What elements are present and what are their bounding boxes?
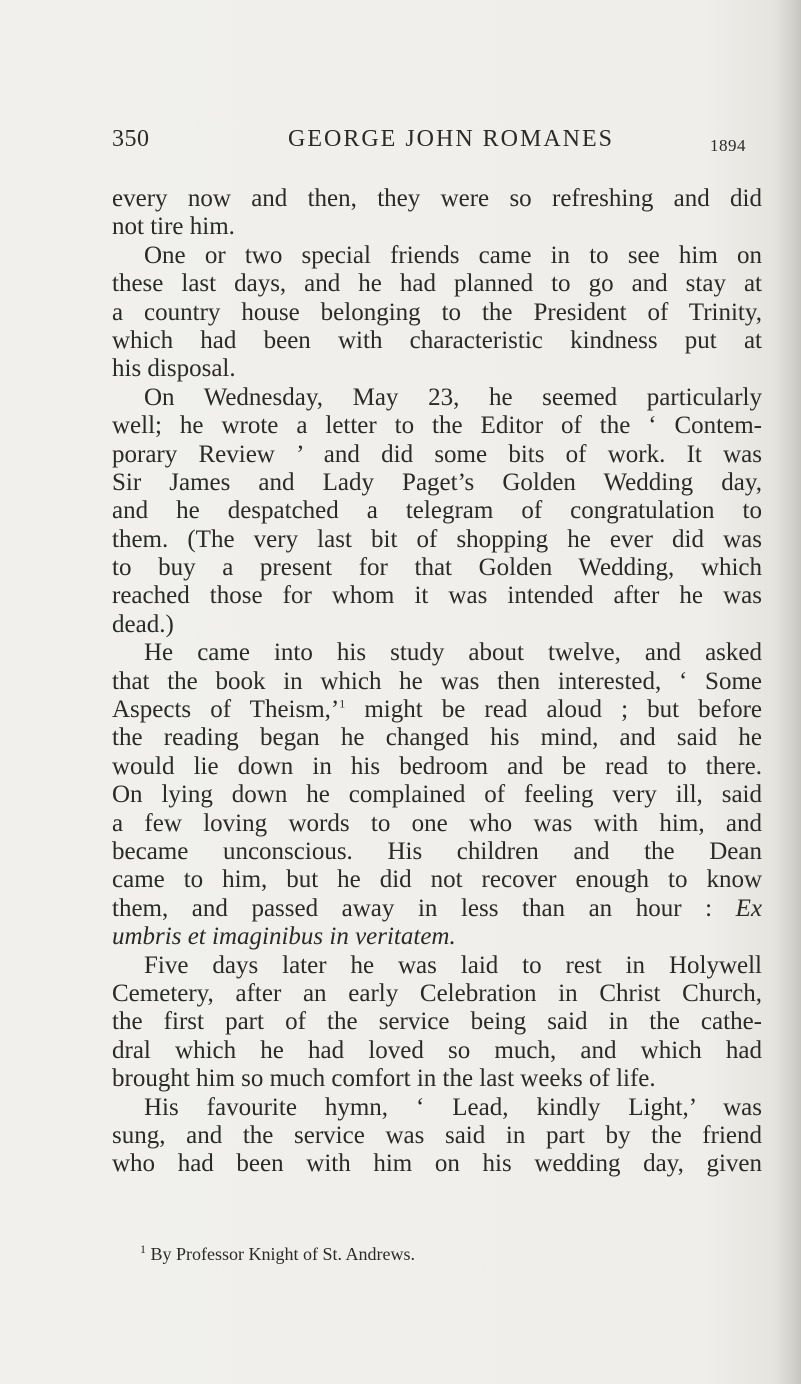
text-line: would lie down in his bedroom and be read to there. — [112, 752, 762, 780]
text-line: On Wednesday, May 23, he seemed particularly — [144, 383, 762, 411]
text-line: brought him so much comfort in the last weeks of life. — [112, 1065, 656, 1093]
text-line: reached those for whom it was intended after he was — [112, 582, 762, 610]
text-line — [112, 696, 762, 724]
text-line: them. (The very last bit of shopping he ever did was — [112, 525, 762, 553]
text-line: a country house belonging to the President of Trinity, — [112, 298, 762, 326]
page-edge-shadow — [775, 0, 801, 1384]
footnote-marker: 1 — [140, 1242, 146, 1256]
text-line: Sir James and Lady Paget’s Golden Wedding day, — [112, 468, 762, 496]
text-line: On lying down he complained of feeling very ill, said — [112, 781, 762, 809]
text-line: One or two special friends came in to see him on — [144, 241, 762, 269]
text-line: not tire him. — [112, 213, 235, 241]
latin-phrase: Ex — [735, 894, 762, 922]
text-line: Five days later he was laid to rest in Holywell — [144, 951, 762, 979]
text-line: which had been with characteristic kindness put at — [112, 326, 762, 354]
inline-text: Aspects of Theism,’ — [112, 696, 340, 724]
text-line: every now and then, they were so refreshing and did — [112, 185, 762, 212]
text-line: dead.) — [112, 610, 174, 638]
inline-text: them, and passed away in less than an hour : — [112, 894, 736, 922]
inline-text: might be read aloud ; but before — [345, 696, 763, 724]
text-line: the first part of the service being said in the cathe- — [112, 1008, 762, 1036]
text-line: that the book in which he was then interested, ‘ Some — [112, 667, 762, 695]
text-line: these last days, and he had planned to go and stay at — [112, 270, 762, 298]
text-line: a few loving words to one who was with him, and — [112, 809, 762, 837]
text-line: who had been with him on his wedding day, given — [112, 1150, 762, 1178]
footnote — [140, 1244, 415, 1265]
text-line: Cemetery, after an early Celebration in Christ Church, — [112, 979, 762, 1007]
text-line: the reading began he changed his mind, and said he — [112, 724, 762, 752]
text-line: He came into his study about twelve, and asked — [144, 639, 762, 667]
text-line: and he despatched a telegram of congratulation to — [112, 497, 762, 525]
text-line: became unconscious. His children and the Dean — [112, 837, 762, 865]
page-header — [112, 120, 750, 160]
footnote-text: By Professor Knight of St. Andrews. — [146, 1244, 415, 1264]
text-line: well; he wrote a letter to the Editor of the ‘ Contem- — [112, 412, 762, 440]
running-title: GEORGE JOHN ROMANES — [288, 126, 615, 152]
page-number: 350 — [112, 126, 150, 152]
text-line: porary Review ’ and did some bits of work. It was — [112, 440, 762, 468]
header-year: 1894 — [710, 136, 746, 155]
footnote-reference: 1 — [339, 696, 346, 711]
text-line: to buy a present for that Golden Wedding, which — [112, 554, 762, 582]
body-text — [112, 185, 762, 1179]
text-line: His favourite hymn, ‘ Lead, kindly Light,’ was — [144, 1093, 762, 1121]
text-line — [112, 923, 762, 951]
text-line: came to him, but he did not recover enough to know — [112, 866, 762, 894]
text-line: sung, and the service was said in part by the friend — [112, 1121, 762, 1149]
latin-phrase: umbris et imaginibus in veritatem. — [112, 923, 456, 951]
text-line — [112, 895, 762, 923]
text-line: his disposal. — [112, 355, 236, 383]
text-line: dral which he had loved so much, and which had — [112, 1036, 762, 1064]
